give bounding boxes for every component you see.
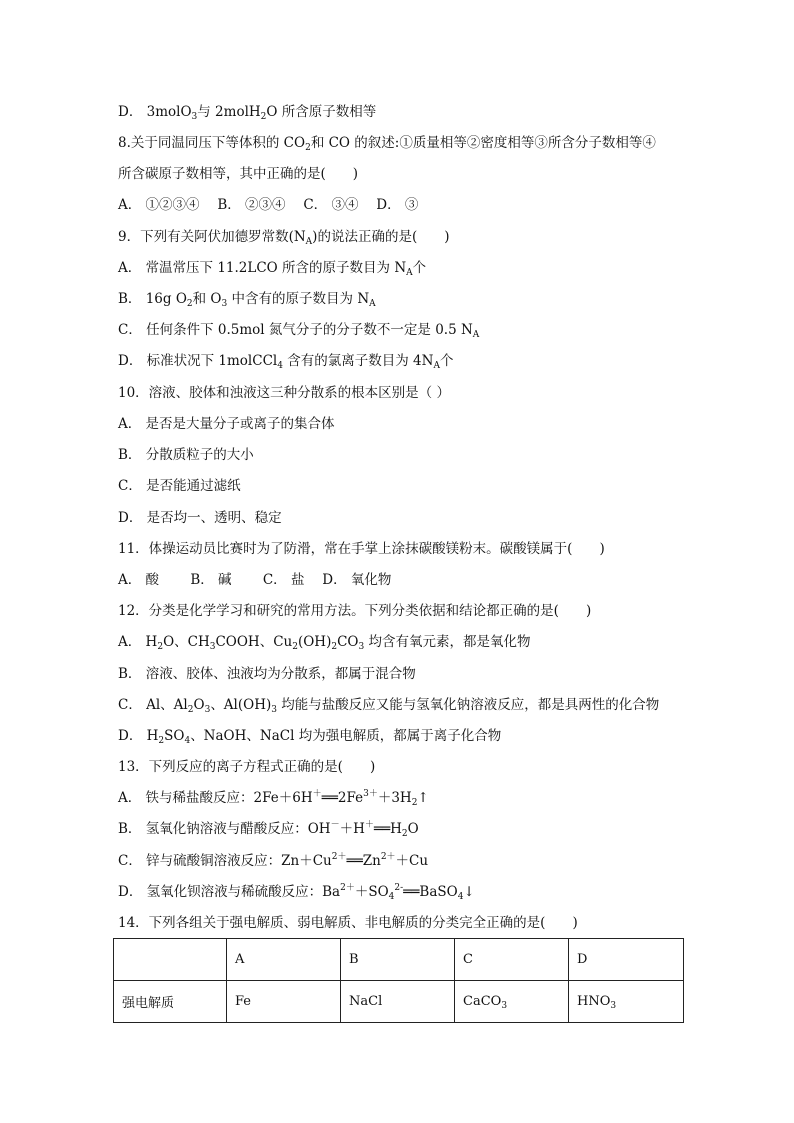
q11-options: A． 酸 B． 碱 C． 盐 D． 氧化物 [118,572,392,588]
table-cell: $HNO_3$ [569,981,684,1023]
q9-stem: 9．下列有关阿伏加德罗常数$(N_A)$的说法正确的是( ) [118,229,450,247]
q13-option-a: A． 铁与稀盐酸反应：$2Fe+6H^+══2Fe^{3+}+3H_2↑$ [118,789,429,808]
q13-option-b: B． 氢氧化钠溶液与醋酸反应：$OH^-+H^+══H_2O$ [118,820,419,839]
q8-options: A． ①②③④ B． ②③④ C． ③④ D． ③ [118,197,419,213]
table-cell: CaCO$_3$ [455,981,569,1023]
table-cell: A [227,939,341,981]
q7-option-d: D． 3molO$_3$与 2molH$_2$O 所含原子数相等 [118,104,377,122]
table-cell: NaCl [341,981,455,1023]
table-cell: Fe [227,981,341,1023]
q13-stem: 13．下列反应的离子方程式正确的是( ) [118,759,376,775]
q12-option-b: B． 溶液、胶体、浊液均为分散系，都属于混合物 [118,666,416,682]
table-cell: D [569,939,684,981]
q12-option-a: A． $H_2O$、$CH_3COOH$、$Cu_2(OH)_2CO_3$ 均含有氧元素，都是氧化物 [118,634,531,652]
table-cell: C [455,939,569,981]
q10-option-b: B． 分散质粒子的大小 [118,447,254,463]
table-header-row [114,939,684,981]
q10-option-c: C． 是否能通过滤纸 [118,478,241,494]
q8-stem: 8.关于同温同压下等体积的 $CO_2$和 CO 的叙述:①质量相等②密度相等③所含分子数相等④ [118,135,656,153]
q11-stem: 11．体操运动员比赛时为了防滑，常在手掌上涂抹碳酸镁粉末。碳酸镁属于( ) [118,541,605,557]
q12-option-d: D． $H_2SO_4$、NaOH、NaCl 均为强电解质，都属于离子化合物 [118,728,502,746]
q9-option-b: B． 16g $O_2$和 $O_3$ 中含有的原子数目为 $N_A$ [118,291,376,309]
q9-option-c: C． 任何条件下 0.5mol 氮气分子的分子数不一定是 0.5 $N_A$ [118,322,480,340]
q9-option-a: A． 常温常压下 11.2LCO 所含的原子数目为 $N_A$个 [118,260,427,278]
q9-option-d: D． 标准状况下 1molCCl$_4$ 含有的氯离子数目为 $4N_A$个 [118,353,454,371]
q12-option-c: C． Al、$Al_2O_3$、$Al(OH)_3$ 均能与盐酸反应又能与氢氧化钠溶液反应，都是具两性的化合物 [118,697,660,715]
q14-stem: 14．下列各组关于强电解质、弱电解质、非电解质的分类完全正确的是( ) [118,915,578,931]
q10-stem: 10．溶液、胶体和浊液这三种分散系的根本区别是（ ） [118,385,450,401]
table-cell: B [341,939,455,981]
table-cell: 强电解质 [114,981,227,1023]
q13-option-c: C． 锌与硫酸铜溶液反应：$Zn+Cu^{2+}══Zn^{2+}+Cu$ [118,852,429,869]
q10-option-d: D． 是否均一、透明、稳定 [118,510,282,526]
q14-classification-table [113,938,684,1023]
q8-stem-cont: 所含碳原子数相等，其中正确的是( ) [118,166,359,182]
q12-stem: 12．分类是化学学习和研究的常用方法。下列分类依据和结论都正确的是( ) [118,603,592,619]
table-cell [114,939,227,981]
table-row [114,981,684,1023]
q10-option-a: A． 是否是大量分子或离子的集合体 [118,416,335,432]
q13-option-d: D． 氢氧化钡溶液与稀硫酸反应：$Ba^{2+}+SO_4^{2-}══BaSO_4↓$ [118,883,475,902]
